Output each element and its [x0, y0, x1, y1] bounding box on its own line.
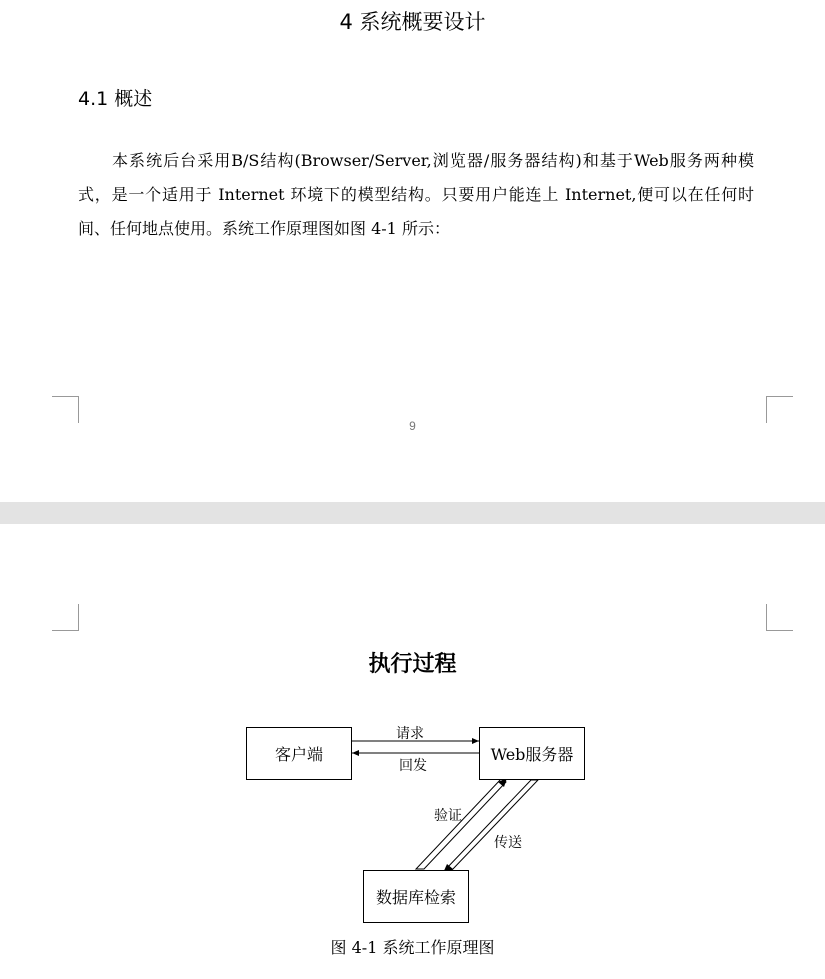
- section-title: 4.1 概述: [78, 88, 153, 110]
- document-page-10: [0, 524, 825, 979]
- transfer-label: 传送: [494, 835, 522, 851]
- figure-caption: 图 4-1 系统工作原理图: [330, 938, 495, 957]
- verify-label: 验证: [434, 808, 462, 824]
- database-node: 数据库检索: [363, 870, 469, 923]
- request-label: 请求: [396, 726, 424, 742]
- response-label: 回发: [399, 758, 427, 774]
- web-server-node: Web服务器: [479, 727, 585, 780]
- client-node: 客户端: [246, 727, 352, 780]
- page-number: 9: [409, 419, 416, 433]
- chapter-title: 4 系统概要设计: [339, 10, 486, 34]
- transfer-arrow: [445, 780, 538, 870]
- page-separator: [0, 502, 825, 524]
- figure-title: 执行过程: [368, 651, 457, 677]
- body-paragraph: 本系统后台采用B/S结构(Browser/Server,浏览器/服务器结构)和基于Web服务两种模式，是一个适用于 Internet 环境下的模型结构。只要用户能连上 Internet,便可以在任何时间、任何地点使用。系统工作原理图如图 4-1 所示：: [78, 151, 754, 238]
